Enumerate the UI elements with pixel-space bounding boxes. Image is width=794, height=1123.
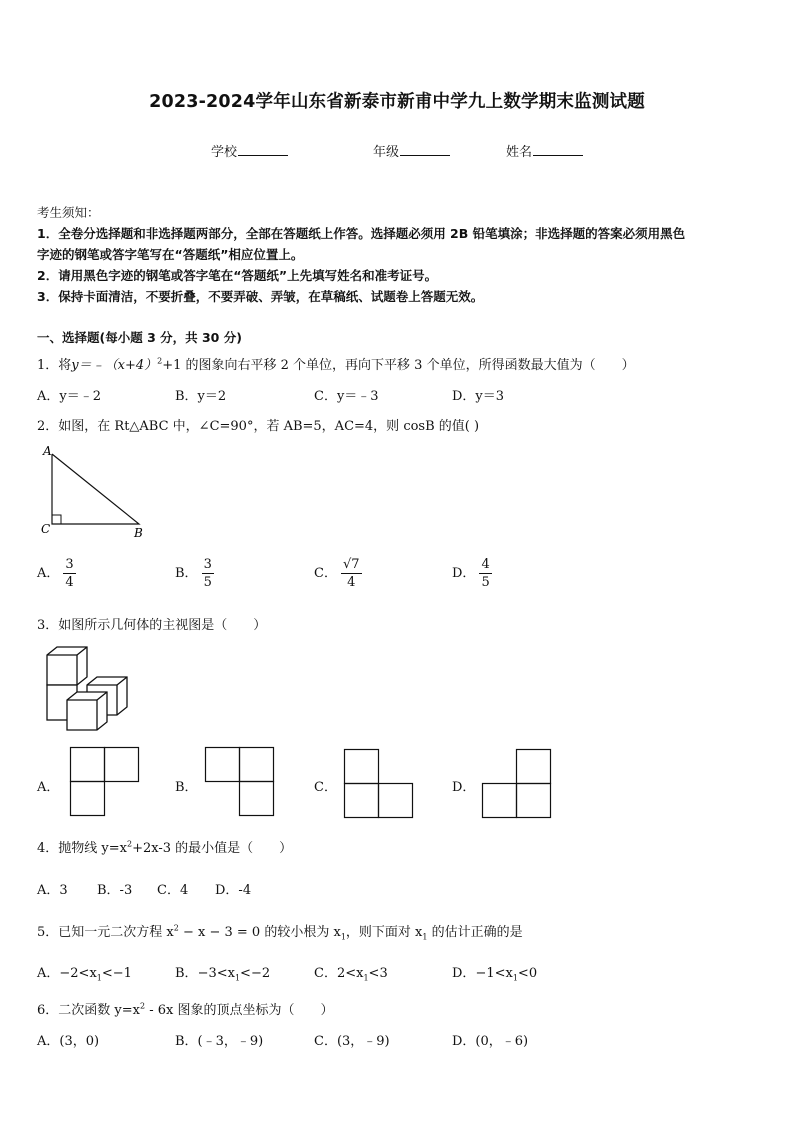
q5-option-c[interactable] (314, 962, 388, 983)
right-triangle-figure (38, 442, 148, 542)
school-label: 学校 (211, 145, 238, 160)
q6-option-b[interactable]: B．(﹣3，﹣9) (175, 1034, 264, 1049)
q1-option-d[interactable]: D．y＝3 (452, 389, 505, 404)
question-2-stem: 2．如图，在 Rt△ABC 中，∠C=90°，若 AB=5，AC=4，则 cosB 的值( ) (37, 419, 480, 434)
q5-mid: 的较小根为 x (260, 925, 341, 940)
q6-prefix: 6．二次函数 y=x (37, 1003, 140, 1018)
q1-rest: +1 的图象向右平移 2 个单位，再向下平移 3 个单位，所得函数最大值为（ ） (162, 358, 635, 373)
q3-option-b-label[interactable]: B． (175, 780, 198, 795)
cube-face (47, 647, 87, 685)
question-1-stem (37, 354, 635, 373)
q6-rest: - 6x 图象的顶点坐标为（ ） (145, 1003, 334, 1018)
q5-subscript: 1 (340, 932, 346, 942)
option-left: 2<x (336, 966, 364, 981)
numerator: 3 (65, 557, 74, 572)
q4-option-b[interactable]: B．-3 (97, 883, 133, 898)
q3-option-c-label[interactable]: C． (314, 780, 337, 795)
q1-option-c[interactable]: C．y＝﹣3 (314, 389, 379, 404)
cube-face (67, 692, 107, 730)
q4-option-a[interactable]: A．3 (37, 883, 68, 898)
q2-option-b[interactable] (175, 556, 214, 591)
view-square (240, 748, 274, 782)
notice-line-1a: 1．全卷分选择题和非选择题两部分，全部在答题纸上作答。选择题必须用 2B 铅笔填涂；非选择题的答案必须用黑色 (37, 226, 686, 241)
q3-option-d-label[interactable]: D． (452, 780, 476, 795)
q1-prefix: 1．将 (37, 358, 72, 373)
view-square (206, 748, 240, 782)
denominator: 5 (481, 575, 490, 590)
option-right: <−2 (240, 966, 271, 981)
q2-option-b-letter: B． (175, 566, 198, 581)
q4-option-c[interactable]: C．4 (157, 883, 189, 898)
q5-exponent: 2 (173, 923, 179, 933)
triangle-outline (52, 454, 139, 524)
name-blank[interactable] (533, 144, 583, 156)
fraction (341, 556, 362, 591)
name-field[interactable] (506, 141, 583, 160)
view-square (345, 750, 379, 784)
vertex-label-a: A (43, 444, 52, 458)
q3-option-a-label[interactable]: A． (37, 780, 60, 795)
q2-option-d[interactable] (452, 556, 492, 591)
option-letter: A． (37, 966, 60, 981)
numerator: 4 (481, 557, 490, 572)
q6-option-d[interactable]: D．(0，﹣6) (452, 1034, 529, 1049)
option-left: −3<x (197, 966, 235, 981)
section-heading: 一、选择题(每小题 3 分，共 30 分) (37, 330, 242, 345)
q4-rest: +2x-3 的最小值是（ ） (132, 841, 293, 856)
q6-option-c[interactable]: C．(3，﹣9) (314, 1034, 390, 1049)
view-square (517, 784, 551, 818)
grade-blank[interactable] (400, 144, 450, 156)
q2-option-a-letter: A． (37, 566, 60, 581)
option-right: <−1 (101, 966, 132, 981)
school-field[interactable] (211, 141, 288, 160)
view-square (105, 748, 139, 782)
option-subscript: 1 (363, 973, 369, 983)
cube-solid-figure (44, 645, 134, 735)
notice-heading: 考生须知： (37, 205, 100, 220)
q5-subscript-2: 1 (422, 932, 428, 942)
option-subscript: 1 (234, 973, 241, 983)
view-square (483, 784, 517, 818)
option-letter: B． (175, 966, 198, 981)
denominator: 4 (65, 575, 74, 590)
denominator: 4 (347, 575, 356, 590)
q1-function: y＝﹣（x+4） (71, 358, 158, 373)
view-square (379, 784, 413, 818)
question-3-stem: 3．如图所示几何体的主视图是（ ） (37, 618, 267, 633)
q2-option-d-letter: D． (452, 566, 476, 581)
option-left: −2<x (59, 966, 97, 981)
fraction (479, 556, 491, 591)
option-subscript: 1 (96, 973, 102, 983)
numerator: 3 (203, 557, 212, 572)
option-right: <3 (368, 966, 388, 981)
vertex-label-b: B (134, 526, 143, 540)
q5-option-d[interactable] (452, 962, 537, 983)
fraction (63, 556, 75, 591)
q5-option-b[interactable] (175, 962, 270, 983)
numerator: √7 (342, 557, 360, 572)
question-5-stem (37, 921, 523, 942)
q3-option-c-view[interactable] (344, 749, 414, 819)
view-square (71, 782, 105, 816)
q3-option-a-view[interactable] (70, 747, 140, 817)
q2-option-c-letter: C． (314, 566, 337, 581)
option-subscript: 1 (512, 973, 518, 983)
page-title: 2023-2024学年山东省新泰市新甫中学九上数学期末监测试题 (149, 92, 645, 112)
option-left: −1<x (475, 966, 513, 981)
option-letter: C． (314, 966, 337, 981)
q4-option-d[interactable]: D．-4 (215, 883, 252, 898)
grade-field[interactable] (373, 141, 450, 160)
q6-option-a[interactable]: A．(3，0) (37, 1034, 100, 1049)
q1-option-a[interactable]: A．y＝﹣2 (37, 389, 102, 404)
question-6-stem (37, 999, 333, 1018)
q2-option-a[interactable] (37, 556, 76, 591)
notice-line-3: 3．保持卡面清洁，不要折叠，不要弄破、弄皱，在草稿纸、试题卷上答题无效。 (37, 289, 484, 304)
notice-line-1b: 字迹的钢笔或答字笔写在“答题纸”相应位置上。 (37, 247, 304, 262)
q5-mid2: ，则下面对 x (345, 925, 423, 940)
name-label: 姓名 (506, 145, 533, 160)
q6-exponent: 2 (139, 1001, 146, 1011)
grade-label: 年级 (373, 145, 400, 160)
q2-option-c[interactable] (314, 556, 362, 591)
fraction (202, 556, 214, 591)
q1-exponent: 2 (157, 356, 163, 366)
q3-option-b-view[interactable] (205, 747, 275, 817)
question-4-stem (37, 837, 292, 856)
q5-equation: − x − 3 = 0 (178, 925, 261, 940)
q4-prefix: 4．抛物线 y=x (37, 841, 127, 856)
view-square (240, 782, 274, 816)
q5-rest: 的估计正确的是 (427, 925, 523, 940)
notice-line-2: 2．请用黑色字迹的钢笔或答字笔在“答题纸”上先填写姓名和准考证号。 (37, 268, 438, 283)
view-square (517, 750, 551, 784)
vertex-label-c: C (41, 522, 51, 536)
q1-option-b[interactable]: B．y＝2 (175, 389, 227, 404)
q3-option-d-view[interactable] (482, 749, 552, 819)
option-letter: D． (452, 966, 476, 981)
q5-prefix: 5．已知一元二次方程 x (37, 925, 174, 940)
view-square (71, 748, 105, 782)
right-angle-mark (52, 515, 61, 524)
option-right: <0 (517, 966, 538, 981)
school-blank[interactable] (238, 144, 288, 156)
q4-exponent: 2 (126, 839, 133, 849)
denominator: 5 (203, 575, 212, 590)
q5-option-a[interactable] (37, 962, 132, 983)
view-square (345, 784, 379, 818)
